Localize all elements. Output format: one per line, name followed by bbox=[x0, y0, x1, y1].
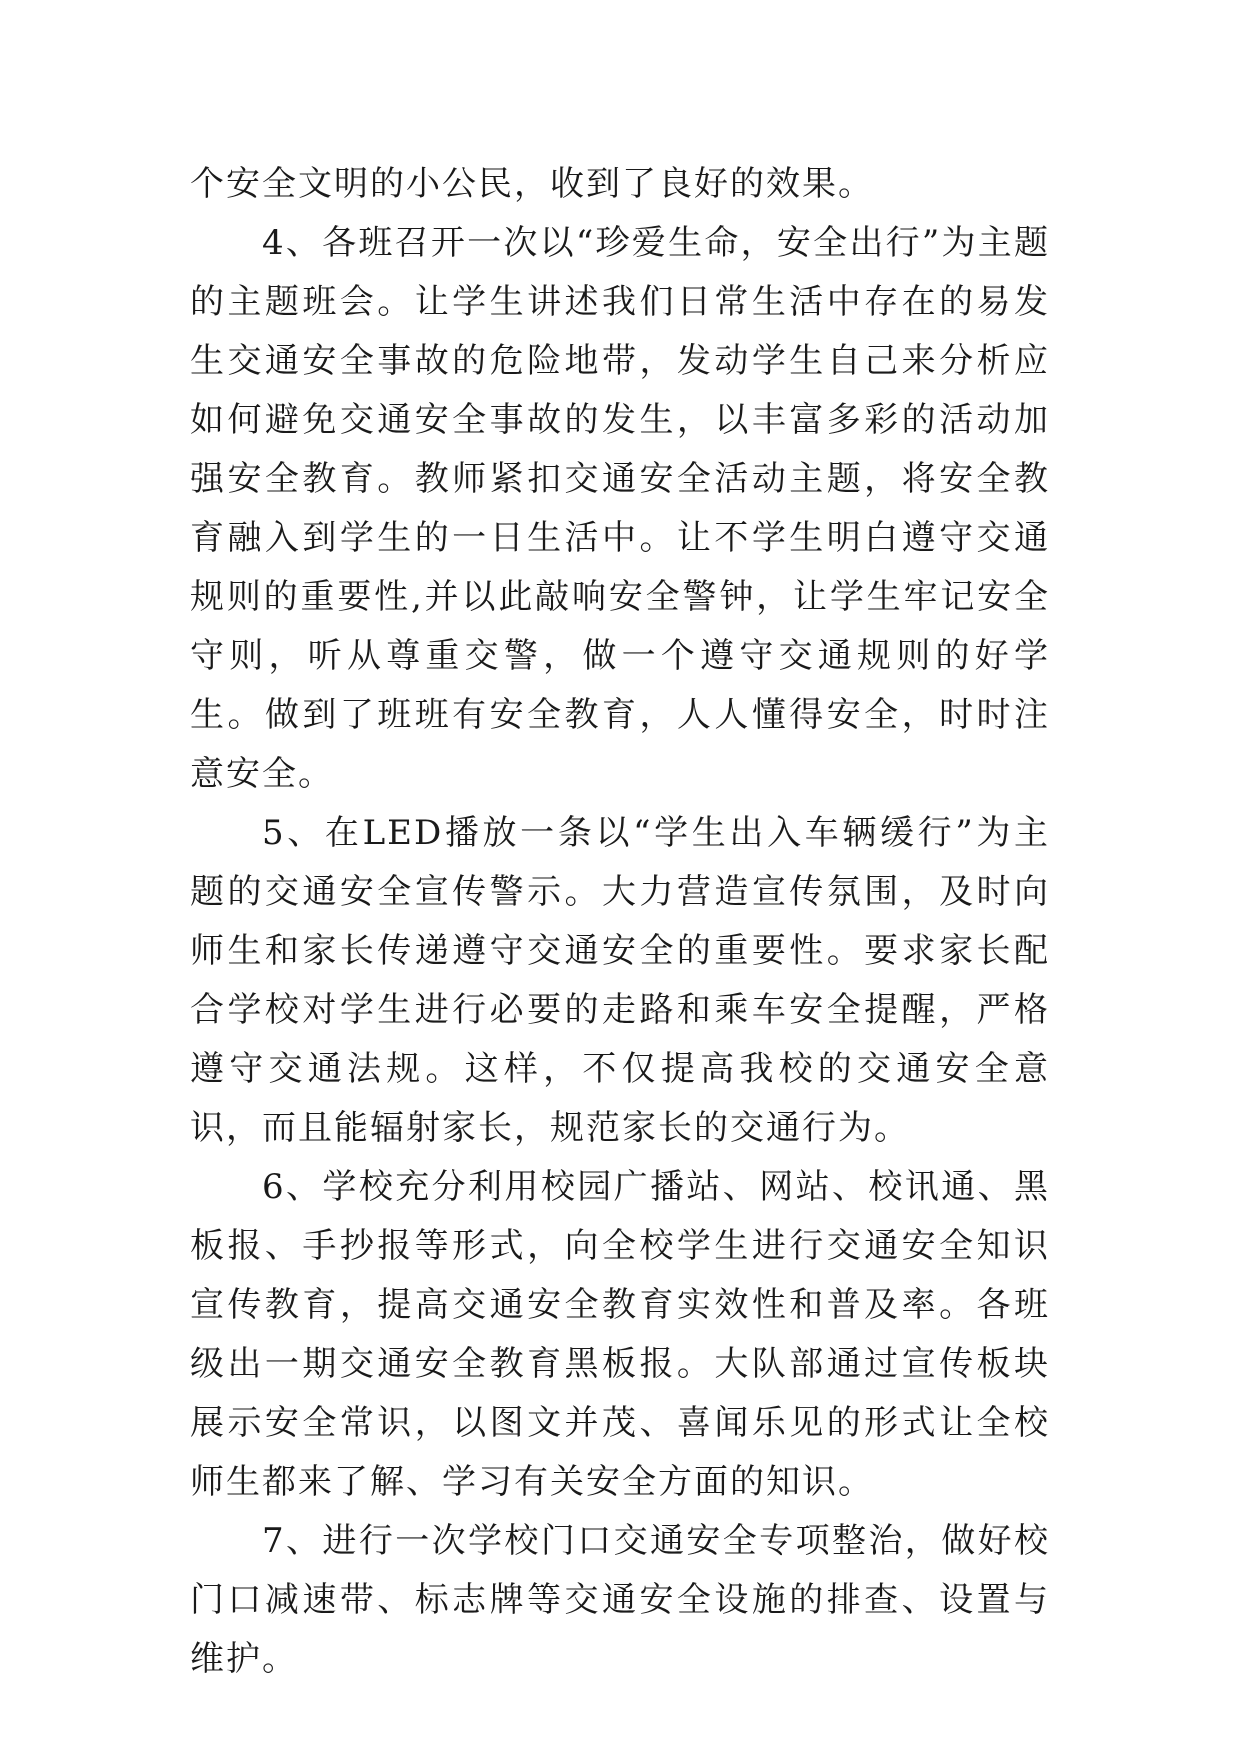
document-body bbox=[190, 155, 1050, 1689]
paragraph-item-5: 5、在LED播放一条以“学生出入车辆缓行”为主题的交通安全宣传警示。大力营造宣传氛围，及时向师生和家长传递遵守交通安全的重要性。要求家长配合学校对学生进行必要的走路和乘车安全提醒，严格遵守交通法规。这样，不仅提高我校的交通安全意识，而且能辐射家长，规范家长的交通行为。 bbox=[190, 813, 1050, 1148]
paragraph-item-6: 6、学校充分利用校园广播站、网站、校讯通、黑板报、手抄报等形式，向全校学生进行交通安全知识宣传教育，提高交通安全教育实效性和普及率。各班级出一期交通安全教育黑板报。大队部通过宣传板块展示安全常识，以图文并茂、喜闻乐见的形式让全校师生都来了解、学习有关安全方面的知识。 bbox=[190, 1167, 1050, 1502]
paragraph-item-7: 7、进行一次学校门口交通安全专项整治，做好校门口减速带、标志牌等交通安全设施的排查、设置与维护。 bbox=[190, 1521, 1050, 1679]
paragraph-item-4: 4、各班召开一次以“珍爱生命，安全出行”为主题的主题班会。让学生讲述我们日常生活中存在的易发生交通安全事故的危险地带，发动学生自己来分析应如何避免交通安全事故的发生，以丰富多彩的活动加强安全教育。教师紧扣交通安全活动主题，将安全教育融入到学生的一日生活中。让不学生明白遵守交通规则的重要性,并以此敲响安全警钟，让学生牢记安全守则，听从尊重交警，做一个遵守交通规则的好学生。做到了班班有安全教育，人人懂得安全，时时注意安全。 bbox=[190, 223, 1050, 794]
paragraph-continuation: 个安全文明的小公民，收到了良好的效果。 bbox=[190, 164, 874, 204]
